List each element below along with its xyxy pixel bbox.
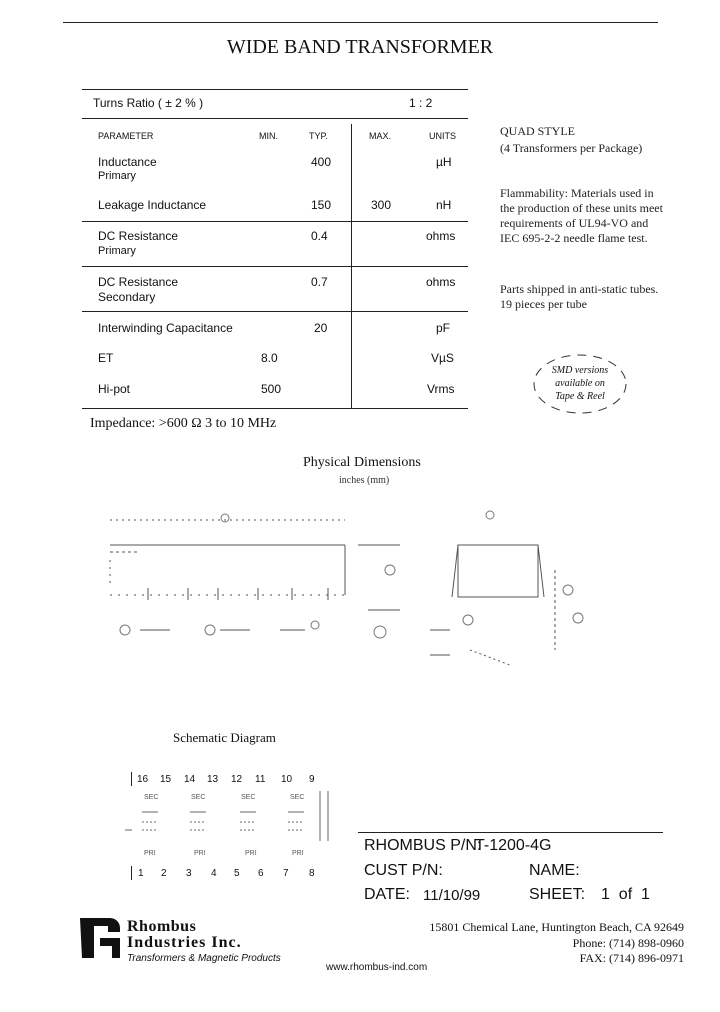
- pin-label: 2: [161, 868, 167, 879]
- param-sub: Primary: [98, 170, 136, 182]
- pin-bracket: [131, 772, 132, 786]
- smd-line: Tape & Reel: [555, 391, 605, 402]
- header-units: UNITS: [429, 131, 456, 141]
- pin-bracket: [131, 866, 132, 880]
- turns-ratio-label: Turns Ratio ( ± 2 % ): [93, 96, 204, 110]
- pin-label: 4: [211, 868, 217, 879]
- name-label: NAME:: [529, 862, 580, 879]
- param-leakage: Leakage Inductance: [98, 198, 207, 212]
- pin-label: 13: [207, 774, 219, 785]
- value-units: Vrms: [427, 382, 455, 396]
- company-fax: FAX: (714) 896-0971: [579, 951, 684, 965]
- pin-label: 7: [283, 868, 289, 879]
- param-inductance: Inductance: [98, 155, 157, 169]
- value-min: 8.0: [261, 351, 278, 365]
- header-typ: TYP.: [309, 131, 328, 141]
- pin-label: 12: [231, 774, 243, 785]
- param-dc-resistance-primary: DC Resistance: [98, 229, 179, 243]
- table-rule: [82, 266, 468, 267]
- pin-label: 11: [255, 774, 266, 785]
- date-label: DATE:: [364, 886, 410, 903]
- pri-label: PRI: [245, 850, 257, 857]
- sec-label: SEC: [241, 794, 256, 801]
- dimension-drawing: [100, 500, 620, 680]
- company-name-line2: Industries Inc.: [127, 934, 242, 951]
- top-rule: [63, 22, 658, 23]
- date-value: 11/10/99: [423, 887, 481, 904]
- quad-note: (4 Transformers per Package): [500, 141, 643, 155]
- page-title: WIDE BAND TRANSFORMER: [226, 36, 494, 58]
- param-interwinding-capacitance: Interwinding Capacitance: [98, 321, 233, 335]
- header-max: MAX.: [369, 131, 392, 141]
- pin-label: 6: [258, 868, 264, 879]
- pin-label: 16: [137, 774, 149, 785]
- value-units: pF: [436, 321, 451, 335]
- pri-label: PRI: [292, 850, 304, 857]
- pin-label: 14: [184, 774, 196, 785]
- part-number-label: RHOMBUS P/N:: [364, 837, 482, 854]
- dimensions-title: Physical Dimensions: [303, 455, 421, 470]
- pin-label: 8: [309, 868, 315, 879]
- param-sub: Primary: [98, 245, 136, 257]
- turns-ratio-value: 1 : 2: [409, 96, 433, 110]
- value-units: ohms: [426, 275, 456, 289]
- customer-pn-label: CUST P/N:: [364, 862, 443, 879]
- table-rule: [82, 221, 468, 222]
- header-min: MIN.: [259, 131, 278, 141]
- value-typ: 20: [314, 321, 328, 335]
- parts-note: Parts shipped in anti-static tubes. 19 pieces per tube: [500, 282, 659, 311]
- pin-label: 1: [138, 868, 144, 879]
- value-units: VµS: [431, 351, 454, 365]
- param-dc-resistance-secondary: DC Resistance: [98, 275, 179, 289]
- company-address: 15801 Chemical Lane, Huntington Beach, CA 92649: [429, 920, 684, 934]
- param-sub: Secondary: [98, 290, 156, 304]
- sec-label: SEC: [290, 794, 305, 801]
- value-units: nH: [436, 198, 452, 212]
- transformer-symbols: [120, 786, 340, 846]
- param-hi-pot: Hi-pot: [98, 382, 131, 396]
- smd-line: available on: [555, 378, 605, 389]
- header-parameter: PARAMETER: [98, 131, 154, 141]
- quad-style: QUAD STYLE: [500, 124, 575, 138]
- company-tagline: Transformers & Magnetic Products: [127, 953, 281, 964]
- impedance-line: Impedance: >600 Ω 3 to 10 MHz: [90, 416, 277, 431]
- value-typ: 400: [311, 155, 332, 169]
- table-rule: [82, 118, 468, 119]
- value-typ: 150: [311, 198, 332, 212]
- sec-label: SEC: [144, 794, 159, 801]
- value-typ: 0.7: [311, 275, 328, 289]
- pri-label: PRI: [144, 850, 156, 857]
- flammability-note: Flammability: Materials used in the production of these units meet requirements of UL94-VO and IEC 695-2-2 needle flame test.: [500, 186, 663, 245]
- pin-label: 10: [281, 774, 293, 785]
- sec-label: SEC: [191, 794, 206, 801]
- pin-label: 9: [309, 774, 315, 785]
- pin-label: 15: [160, 774, 172, 785]
- company-name-line1: Rhombus: [127, 918, 197, 935]
- smd-stamp: [530, 364, 630, 403]
- part-number-value: T-1200-4G: [475, 837, 552, 854]
- value-typ: 0.4: [311, 229, 328, 243]
- title-block-rule: [358, 832, 663, 833]
- sheet-label: SHEET:: [529, 886, 586, 903]
- company-website[interactable]: www.rhombus-ind.com: [326, 962, 428, 973]
- smd-line: SMD versions: [551, 365, 609, 376]
- pin-label: 3: [186, 868, 192, 879]
- value-units: ohms: [426, 229, 456, 243]
- company-phone: Phone: (714) 898-0960: [572, 936, 684, 950]
- pri-label: PRI: [194, 850, 206, 857]
- param-et: ET: [98, 351, 114, 365]
- value-min: 500: [261, 382, 282, 396]
- sheet-value: 1 of 1: [601, 886, 650, 903]
- schematic-title: Schematic Diagram: [173, 730, 276, 745]
- table-rule: [82, 311, 468, 312]
- pin-label: 5: [234, 868, 240, 879]
- rhombus-logo-icon: [78, 916, 122, 960]
- dimensions-subtitle: inches (mm): [339, 475, 390, 486]
- value-units: µH: [436, 155, 452, 169]
- value-max: 300: [371, 198, 392, 212]
- table-rule: [82, 408, 468, 409]
- table-rule: [82, 89, 468, 90]
